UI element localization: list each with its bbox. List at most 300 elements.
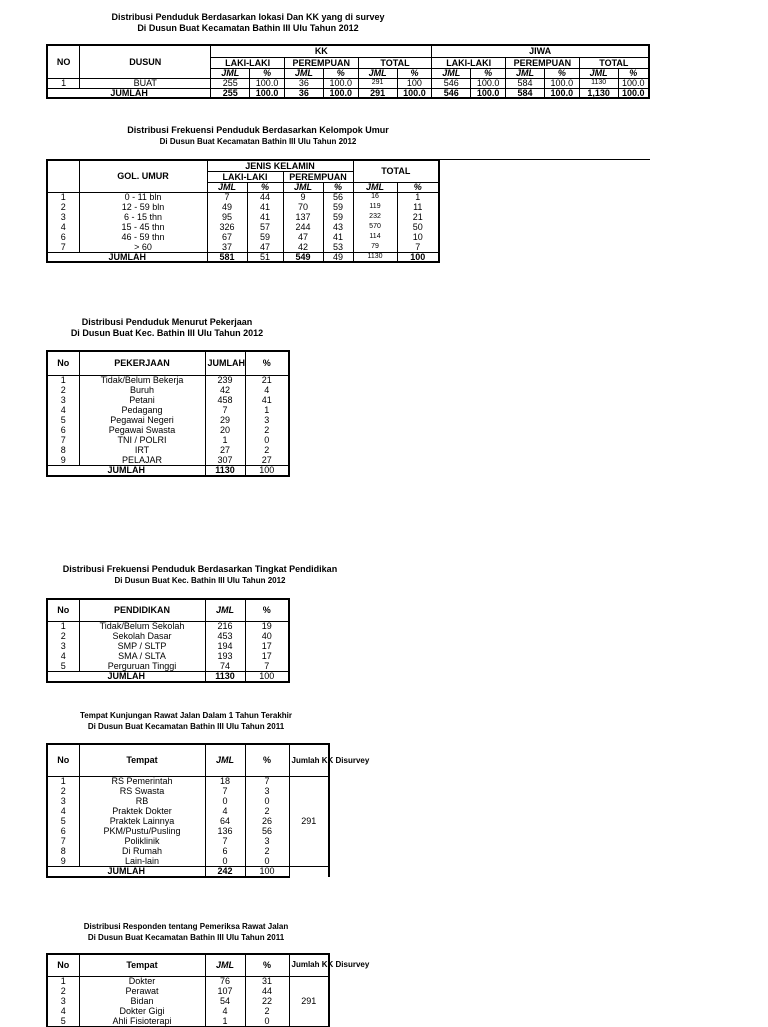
header-pct: %	[245, 954, 289, 976]
cell: 6	[205, 846, 245, 856]
total-label: JUMLAH	[47, 465, 205, 476]
table-row	[47, 806, 329, 816]
cell: 5	[47, 1016, 79, 1026]
cell: 21	[397, 212, 439, 222]
cell: 136	[205, 826, 245, 836]
cell: 137	[283, 212, 323, 222]
cell: 1130	[205, 465, 245, 476]
cell: 22	[245, 996, 289, 1006]
cell: 36	[284, 88, 323, 98]
header-pekerjaan: PEKERJAAN	[79, 351, 205, 375]
table-row	[47, 232, 439, 242]
cell: 50	[397, 222, 439, 232]
table3-title-line2: Di Dusun Buat Kec. Bathin III Ulu Tahun 2012	[70, 328, 264, 338]
header-jml: JML	[283, 182, 323, 192]
cell: 3	[245, 786, 289, 796]
total-row	[47, 88, 649, 98]
cell: 4	[47, 1006, 79, 1016]
cell: 16	[353, 192, 397, 202]
cell: Pegawai Negeri	[79, 415, 205, 425]
cell: 19	[245, 621, 289, 631]
header-kk-perempuan: PEREMPUAN	[284, 57, 358, 68]
cell: 4	[47, 405, 79, 415]
cell: 7	[205, 836, 245, 846]
cell: 12 - 59 bln	[79, 202, 207, 212]
cell: 1130	[579, 78, 618, 88]
header-tempat: Tempat	[79, 954, 205, 976]
cell: 76	[205, 976, 245, 986]
table-row	[47, 976, 329, 986]
cell: 100.0	[250, 88, 285, 98]
header-pct: %	[323, 68, 358, 78]
cell: 67	[207, 232, 247, 242]
header-jml: JML	[205, 744, 245, 776]
cell: 255	[211, 88, 250, 98]
cell: 74	[205, 661, 245, 671]
cell: 56	[323, 192, 353, 202]
cell: 100.0	[323, 88, 358, 98]
header-no: No	[47, 744, 79, 776]
header-jumlah-kk: Jumlah KK Disurvey	[289, 954, 329, 976]
cell: 17	[245, 641, 289, 651]
cell: 49	[207, 202, 247, 212]
cell: 29	[205, 415, 245, 425]
table-row	[47, 776, 329, 786]
cell: 17	[245, 651, 289, 661]
table4-title-line2: Di Dusun Buat Kec. Bathin III Ulu Tahun 2012	[114, 576, 286, 585]
table-row	[47, 1006, 329, 1016]
cell: 239	[205, 375, 245, 385]
table1-title-line1: Distribusi Penduduk Berdasarkan lokasi Dan KK yang di survey	[111, 12, 385, 22]
cell: 570	[353, 222, 397, 232]
cell: 0	[205, 796, 245, 806]
header-dusun: DUSUN	[80, 45, 211, 78]
cell: BUAT	[80, 78, 211, 88]
header-no: NO	[47, 45, 80, 78]
header-jml: JML	[207, 182, 247, 192]
cell: 1	[47, 621, 79, 631]
table-row	[47, 425, 289, 435]
header-pct: %	[247, 182, 283, 192]
table-row	[47, 621, 289, 631]
header-pct: %	[245, 351, 289, 375]
cell: 47	[283, 232, 323, 242]
header-kk-laki: LAKI-LAKI	[211, 57, 285, 68]
table5-title-line2: Di Dusun Buat Kecamatan Bathin III Ulu Tahun 2011	[87, 722, 285, 731]
cell: 7	[47, 836, 79, 846]
cell: 244	[283, 222, 323, 232]
cell: 1	[47, 976, 79, 986]
cell: Dokter	[79, 976, 205, 986]
header-jumlah: JUMLAH	[205, 351, 245, 375]
cell: 59	[247, 232, 283, 242]
table-row	[47, 631, 289, 641]
cell: 8	[47, 445, 79, 455]
header-pct: %	[245, 599, 289, 621]
cell: Praktek Dokter	[79, 806, 205, 816]
total-row	[47, 465, 289, 476]
cell: 44	[247, 192, 283, 202]
cell: 20	[205, 425, 245, 435]
cell: 291	[358, 78, 397, 88]
cell: 26	[245, 816, 289, 826]
cell: 7	[47, 435, 79, 445]
cell: 100.0	[250, 78, 285, 88]
cell: 43	[323, 222, 353, 232]
cell: 2	[245, 445, 289, 455]
cell: 59	[323, 212, 353, 222]
header-total: TOTAL	[353, 160, 439, 182]
cell: 2	[47, 631, 79, 641]
cell: 2	[47, 986, 79, 996]
header-jumlah-kk: Jumlah KK Disurvey	[289, 744, 329, 776]
table6-title	[46, 921, 326, 943]
cell: 10	[397, 232, 439, 242]
cell: 11	[397, 202, 439, 212]
cell: 291	[358, 88, 397, 98]
cell: 1	[205, 1016, 245, 1026]
header-tempat: Tempat	[79, 744, 205, 776]
header-jml: JML	[211, 68, 250, 78]
header-perempuan: PEREMPUAN	[283, 171, 353, 182]
cell: PELAJAR	[79, 455, 205, 465]
cell: 546	[432, 88, 471, 98]
cell: 42	[283, 242, 323, 252]
header-gol-umur: GOL. UMUR	[79, 160, 207, 192]
cell: 232	[353, 212, 397, 222]
cell: 53	[323, 242, 353, 252]
table-row	[47, 856, 329, 866]
cell: 27	[205, 445, 245, 455]
cell: 3	[245, 415, 289, 425]
table-row	[47, 661, 289, 671]
cell: 3	[47, 641, 79, 651]
header-jiwa-laki: LAKI-LAKI	[432, 57, 506, 68]
cell: 1130	[205, 671, 245, 682]
cell: 41	[247, 212, 283, 222]
table2-title	[58, 125, 458, 147]
cell: 100.0	[618, 78, 649, 88]
header-pct: %	[397, 68, 432, 78]
header-jml: JML	[353, 182, 397, 192]
cell: 9	[283, 192, 323, 202]
cell: 0 - 11 bln	[79, 192, 207, 202]
cell: 3	[47, 796, 79, 806]
cell: 40	[245, 631, 289, 641]
cell: 581	[207, 252, 247, 262]
cell: 41	[323, 232, 353, 242]
cell: 100.0	[544, 78, 579, 88]
cell: 3	[47, 212, 79, 222]
header-kk-total: TOTAL	[358, 57, 432, 68]
cell: 100	[397, 78, 432, 88]
table4-title-line1: Distribusi Frekuensi Penduduk Berdasarkan Tingkat Pendidikan	[62, 564, 338, 574]
cell: 100.0	[544, 88, 579, 98]
cell: 242	[205, 866, 245, 877]
cell: 7	[207, 192, 247, 202]
cell: Di Rumah	[79, 846, 205, 856]
cell: 3	[47, 996, 79, 1006]
cell: Poliklinik	[79, 836, 205, 846]
table-row	[47, 242, 439, 252]
cell: 95	[207, 212, 247, 222]
header-jml: JML	[205, 954, 245, 976]
cell: 1,130	[579, 88, 618, 98]
table1-title-line2: Di Dusun Buat Kecamatan Bathin III Ulu Tahun 2012	[137, 23, 359, 33]
cell: RB	[79, 796, 205, 806]
cell: 7	[205, 786, 245, 796]
cell: Sekolah Dasar	[79, 631, 205, 641]
header-jml: JML	[205, 599, 245, 621]
cell: 114	[353, 232, 397, 242]
cell: 47	[247, 242, 283, 252]
header-kk: KK	[211, 45, 432, 57]
cell: Perawat	[79, 986, 205, 996]
cell: RS Swasta	[79, 786, 205, 796]
table3-title-line1: Distribusi Penduduk Menurut Pekerjaan	[81, 317, 253, 327]
table2-kelompok-umur	[46, 159, 440, 263]
cell: 9	[47, 856, 79, 866]
table3-pekerjaan	[46, 350, 290, 477]
cell: 1	[47, 375, 79, 385]
cell: 584	[506, 78, 545, 88]
cell: 100.0	[618, 88, 649, 98]
cell: 56	[245, 826, 289, 836]
cell: 4	[245, 385, 289, 395]
cell: 31	[245, 976, 289, 986]
total-label: JUMLAH	[47, 671, 205, 682]
cell: 4	[47, 651, 79, 661]
cell: 5	[47, 661, 79, 671]
header-pct: %	[245, 744, 289, 776]
cell: 2	[245, 806, 289, 816]
jumlah-kk-value: 291	[289, 976, 329, 1026]
header-pct: %	[323, 182, 353, 192]
cell: 255	[211, 78, 250, 88]
cell: 51	[247, 252, 283, 262]
header-no: No	[47, 599, 79, 621]
cell: 1	[205, 435, 245, 445]
header-pct: %	[618, 68, 649, 78]
total-label: JUMLAH	[47, 252, 207, 262]
cell: Pegawai Swasta	[79, 425, 205, 435]
cell: 2	[245, 1006, 289, 1016]
cell: Tidak/Belum Bekerja	[79, 375, 205, 385]
total-label: JUMLAH	[47, 866, 205, 877]
cell: 2	[245, 425, 289, 435]
cell: 9	[47, 455, 79, 465]
header-laki: LAKI-LAKI	[207, 171, 283, 182]
cell: 1	[47, 776, 79, 786]
header-pct: %	[250, 68, 285, 78]
cell: 1	[245, 405, 289, 415]
cell: 119	[353, 202, 397, 212]
cell: 2	[47, 786, 79, 796]
cell: Buruh	[79, 385, 205, 395]
cell: 57	[247, 222, 283, 232]
jumlah-kk-value: 291	[289, 776, 329, 866]
cell: 2	[245, 846, 289, 856]
cell: 6	[47, 232, 79, 242]
cell: TNI / POLRI	[79, 435, 205, 445]
cell: 0	[245, 856, 289, 866]
header-no: No	[47, 351, 79, 375]
header-jml: JML	[358, 68, 397, 78]
total-label: JUMLAH	[47, 88, 211, 98]
header-jml: JML	[284, 68, 323, 78]
table4-title	[40, 564, 360, 586]
cell: 7	[205, 405, 245, 415]
cell: 100	[397, 252, 439, 262]
table-row	[47, 78, 649, 88]
cell: 42	[205, 385, 245, 395]
cell: 8	[47, 846, 79, 856]
cell: 0	[245, 1016, 289, 1026]
header-jiwa: JIWA	[432, 45, 649, 57]
header-pct: %	[471, 68, 506, 78]
cell: 4	[47, 222, 79, 232]
table-row	[47, 836, 329, 846]
table-row	[47, 455, 289, 465]
table-row	[47, 192, 439, 202]
cell: Dokter Gigi	[79, 1006, 205, 1016]
header-jml: JML	[506, 68, 545, 78]
cell: 6 - 15 thn	[79, 212, 207, 222]
cell: 54	[205, 996, 245, 1006]
table6-pemeriksa-rawat-jalan	[46, 953, 370, 1027]
cell: Bidan	[79, 996, 205, 1006]
cell: 1	[47, 78, 80, 88]
cell: 546	[432, 78, 471, 88]
cell: 6	[47, 826, 79, 836]
table-row	[47, 996, 329, 1006]
cell: 2	[47, 202, 79, 212]
cell: 100.0	[471, 78, 506, 88]
cell: 59	[323, 202, 353, 212]
cell: 5	[47, 816, 79, 826]
table-row	[47, 212, 439, 222]
cell: Tidak/Belum Sekolah	[79, 621, 205, 631]
cell: 7	[245, 661, 289, 671]
cell: 36	[284, 78, 323, 88]
table2-title-line1: Distribusi Frekuensi Penduduk Berdasarkan Kelompok Umur	[127, 125, 389, 135]
cell: RS Pemerintah	[79, 776, 205, 786]
table4-pendidikan	[46, 598, 290, 683]
header-pct: %	[544, 68, 579, 78]
cell: 5	[47, 415, 79, 425]
table-row	[47, 816, 329, 826]
cell: Praktek Lainnya	[79, 816, 205, 826]
table-row	[47, 796, 329, 806]
table2-title-line2: Di Dusun Buat Kecamatan Bathin III Ulu Tahun 2012	[159, 137, 357, 146]
table-row	[47, 395, 289, 405]
cell: 100.0	[323, 78, 358, 88]
cell: 18	[205, 776, 245, 786]
table5-title-line1: Tempat Kunjungan Rawat Jalan Dalam 1 Tahun Terakhir	[79, 711, 293, 720]
header-jiwa-perempuan: PEREMPUAN	[506, 57, 580, 68]
cell: 549	[283, 252, 323, 262]
header-pendidikan: PENDIDIKAN	[79, 599, 205, 621]
cell: 4	[47, 806, 79, 816]
cell: 7	[397, 242, 439, 252]
cell: 216	[205, 621, 245, 631]
cell: 4	[205, 806, 245, 816]
cell: 46 - 59 thn	[79, 232, 207, 242]
header-jml: JML	[432, 68, 471, 78]
cell: 4	[205, 1006, 245, 1016]
cell: 453	[205, 631, 245, 641]
cell: 194	[205, 641, 245, 651]
cell: 1	[397, 192, 439, 202]
table-row	[47, 445, 289, 455]
cell: 100	[245, 866, 289, 877]
table6-title-line2: Di Dusun Buat Kecamatan Bathin III Ulu Tahun 2011	[87, 933, 285, 942]
cell: 458	[205, 395, 245, 405]
cell: Petani	[79, 395, 205, 405]
cell: 584	[506, 88, 545, 98]
table-row	[47, 651, 289, 661]
cell: 70	[283, 202, 323, 212]
header-jiwa-total: TOTAL	[579, 57, 649, 68]
cell: SMP / SLTP	[79, 641, 205, 651]
cell: 37	[207, 242, 247, 252]
table-row	[47, 385, 289, 395]
cell: 2	[47, 385, 79, 395]
cell: 3	[245, 836, 289, 846]
table2-top-rule	[436, 159, 650, 160]
total-row	[47, 252, 439, 262]
cell: 41	[247, 202, 283, 212]
header-jenis-kelamin: JENIS KELAMIN	[207, 160, 353, 171]
table5-tempat-kunjungan	[46, 743, 370, 878]
cell: 6	[47, 425, 79, 435]
cell: 100	[245, 465, 289, 476]
total-row	[47, 866, 329, 877]
cell: 100.0	[397, 88, 432, 98]
cell: 41	[245, 395, 289, 405]
table-row	[47, 435, 289, 445]
table-row	[47, 641, 289, 651]
cell: 3	[47, 395, 79, 405]
total-row	[47, 671, 289, 682]
cell: 0	[245, 796, 289, 806]
cell: 307	[205, 455, 245, 465]
cell: 326	[207, 222, 247, 232]
table1-title	[48, 12, 448, 34]
header-pct: %	[397, 182, 439, 192]
cell: 1130	[353, 252, 397, 262]
table-row	[47, 986, 329, 996]
cell: 193	[205, 651, 245, 661]
table-row	[47, 846, 329, 856]
cell: 49	[323, 252, 353, 262]
header-no: No	[47, 954, 79, 976]
table-row	[47, 375, 289, 385]
table6-title-line1: Distribusi Responden tentang Pemeriksa Rawat Jalan	[83, 922, 289, 931]
table-row	[47, 786, 329, 796]
cell: Ahli Fisioterapi	[79, 1016, 205, 1026]
table-row	[47, 826, 329, 836]
cell: 100	[245, 671, 289, 682]
cell: > 60	[79, 242, 207, 252]
header-jml: JML	[579, 68, 618, 78]
cell: 107	[205, 986, 245, 996]
cell: IRT	[79, 445, 205, 455]
table-row	[47, 1016, 329, 1026]
table1-penduduk-lokasi	[46, 44, 650, 99]
cell: 100.0	[471, 88, 506, 98]
table3-title	[46, 317, 288, 339]
